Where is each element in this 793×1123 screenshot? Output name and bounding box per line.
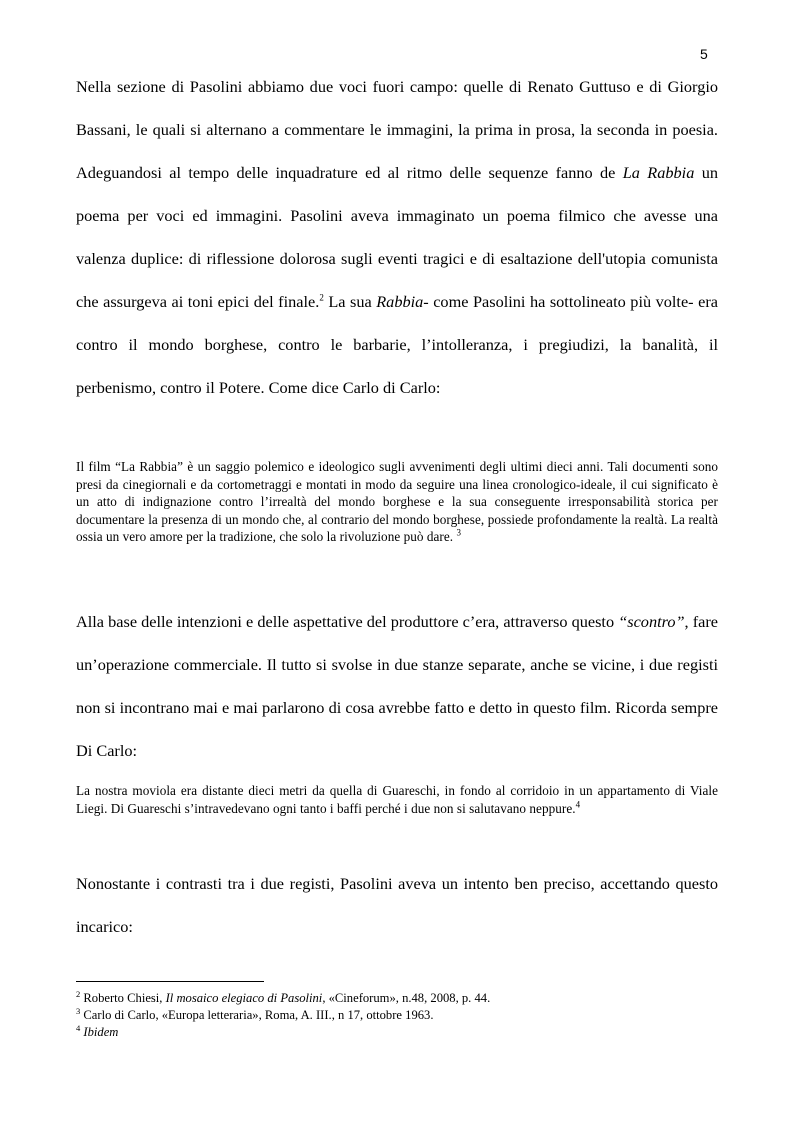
footnote-ref-2[interactable]: 2 — [319, 292, 324, 303]
film-title-italic: Rabbia — [376, 292, 424, 311]
text-run: La sua — [323, 292, 377, 311]
footnote-mark: 2 — [76, 988, 81, 999]
body-paragraph-3: Nonostante i contrasti tra i due registi, Pasolini aveva un intento ben preciso, accettando questo incarico: — [76, 874, 718, 936]
footnote-3 — [76, 1007, 718, 1024]
footnote-text: , «Cineforum», n.48, 2008, p. 44. — [322, 991, 491, 1005]
footnote-4 — [76, 1024, 718, 1041]
text-run: - come Pasolini ha sottolineato più volte- era contro il mondo borghese, contro le barbarie, l’intolleranza, i pregiudizi, la banalità, il perbenismo, contro il Potere. Come dice Carlo di Carlo: — [76, 292, 718, 397]
scontro-italic: “scontro” — [618, 612, 685, 631]
block-quote-2 — [76, 782, 718, 817]
footnotes-section — [76, 990, 718, 1041]
footnote-italic: Il mosaico elegiaco di Pasolini — [165, 991, 323, 1005]
body-paragraph-1 — [76, 65, 718, 409]
quote-text: La nostra moviola era distante dieci metri da quella di Guareschi, in fondo al corridoio in un appartamento di Viale Liegi. Di Guareschi s’intravedevano ogni tanto i baffi perché i due non si salutavano neppure. — [76, 783, 718, 816]
footnote-ref-4[interactable]: 4 — [575, 799, 581, 810]
footnote-mark: 3 — [76, 1005, 81, 1016]
block-quote-1 — [76, 458, 718, 546]
footnote-mark: 4 — [76, 1022, 81, 1033]
footnote-ref-3[interactable]: 3 — [456, 527, 462, 538]
footnote-text: Roberto Chiesi, — [80, 991, 166, 1005]
film-title-italic: La Rabbia — [622, 163, 695, 182]
footnote-italic: Ibidem — [83, 1025, 119, 1039]
footnote-text: Carlo di Carlo, «Europa letteraria», Roma, A. III., n 17, ottobre 1963. — [80, 1008, 434, 1022]
page-number: 5 — [700, 46, 708, 62]
body-paragraph-2 — [76, 600, 718, 772]
footnote-2 — [76, 990, 718, 1007]
text-run: , fare un’operazione commerciale. Il tutto si svolse in due stanze separate, anche se vicine, i due registi non si incontrano mai e mai parlarono di cosa avrebbe fatto e detto in questo film. Ricorda sempre Di Carlo: — [76, 612, 718, 760]
footnote-divider — [76, 981, 264, 982]
quote-text: Il film “La Rabbia” è un saggio polemico e ideologico sugli avvenimenti degli ultimi dieci anni. Tali documenti sono presi da cinegiornali e da cortometraggi e montati in modo da seguire una linea cronologico-ideale, il cui significato è un atto di indignazione contro l’irrealtà del mondo borghese e la sua conseguente irresponsabilità storica per documentare la presenza di un mondo che, al contrario del mondo borghese, possiede profondamente la realtà. La realtà ossia un vero amore per la tradizione, che solo la rivoluzione può dare. — [76, 459, 718, 545]
text-run: Nella sezione di Pasolini abbiamo due voci fuori campo: quelle di Renato Guttuso e di Giorgio Bassani, le quali si alternano a commentare le immagini, la prima in prosa, la seconda in poesia. Adeguandosi al tempo delle inquadrature ed al ritmo delle sequenze fanno de — [76, 77, 718, 182]
text-run: Alla base delle intenzioni e delle aspettative del produttore c’era, attraverso questo — [76, 612, 619, 631]
text-run: un poema per voci ed immagini. Pasolini aveva immaginato un poema filmico che avesse una valenza duplice: di riflessione dolorosa sugli eventi tragici e di esaltazione dell'utopia comunista che assurgeva ai toni epici del finale. — [76, 163, 718, 311]
